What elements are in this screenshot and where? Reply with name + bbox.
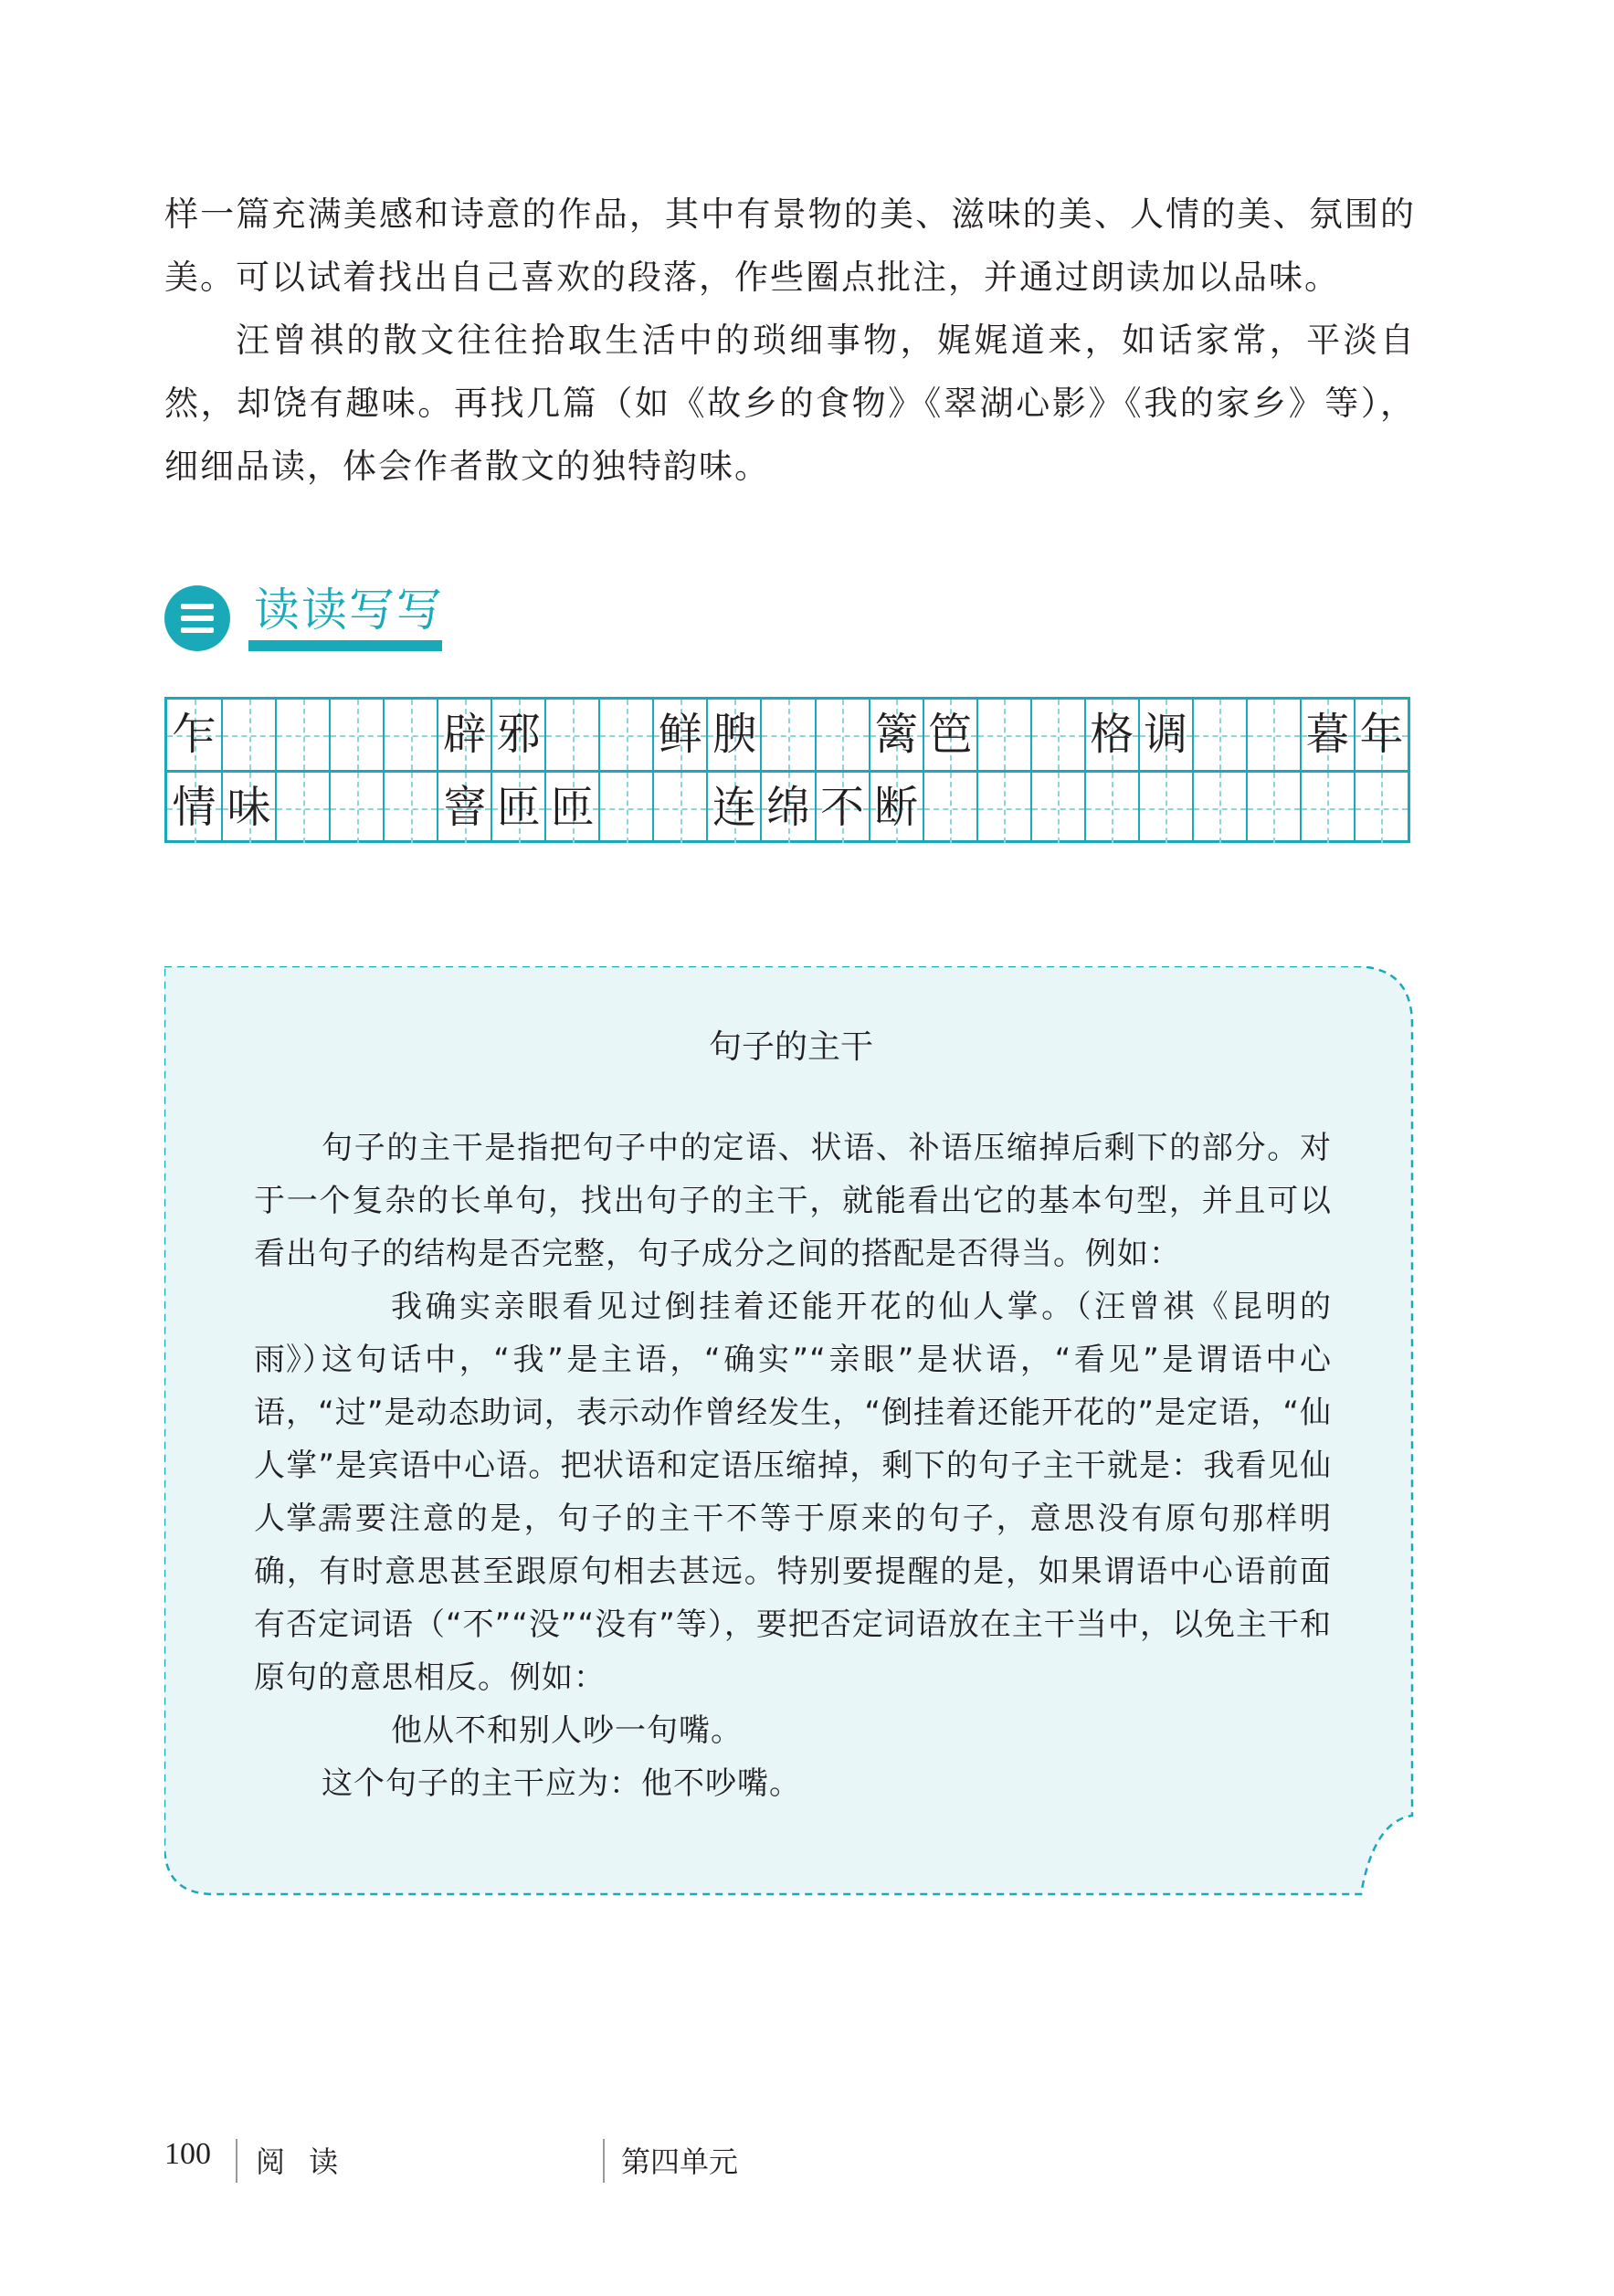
grid-character bbox=[385, 773, 437, 843]
grid-cell bbox=[383, 773, 437, 843]
footer-unit-label: 第四单元 bbox=[621, 2144, 739, 2179]
grid-cell bbox=[706, 700, 760, 770]
grid-cell bbox=[976, 773, 1030, 843]
knowledge-paragraph-3: 需要注意的是，句子的主干不等于原来的句子，意思没有原句那样明确，有时意思甚至跟原句相去甚远。特别要提醒的是，如果谓语中心语前面有否定词语（“不”“没”“没有”等），要把否定词语放在主干当中，以免主干和原句的意思相反。例如： bbox=[254, 1501, 1332, 1696]
grid-cell bbox=[1138, 773, 1192, 843]
footer-divider bbox=[236, 2139, 237, 2183]
grid-character bbox=[331, 700, 383, 770]
grid-cell bbox=[491, 773, 544, 843]
grid-cell bbox=[923, 773, 976, 843]
grid-character: 腴 bbox=[712, 709, 756, 760]
grid-character: 断 bbox=[874, 782, 919, 833]
body-paragraph-2: 汪曾祺的散文往往拾取生活中的琐细事物，娓娓道来，如话家常，平淡自然，却饶有趣味。再找几篇（如《故乡的食物》《翠湖心影》《我的家乡》等），细细品读，体会作者散文的独特韵味。 bbox=[164, 321, 1416, 486]
grid-cell bbox=[869, 773, 923, 843]
page-number: 100 bbox=[164, 2137, 211, 2171]
grid-character: 鲜 bbox=[658, 709, 702, 760]
grid-character: 辟 bbox=[442, 709, 487, 760]
grid-character bbox=[654, 773, 706, 843]
footer-divider bbox=[603, 2139, 605, 2183]
knowledge-box bbox=[164, 966, 1418, 1898]
grid-cell bbox=[1192, 773, 1246, 843]
grid-character: 匝 bbox=[550, 782, 595, 833]
grid-row-1 bbox=[167, 700, 1408, 773]
grid-cell bbox=[491, 700, 544, 770]
grid-character: 匝 bbox=[496, 782, 541, 833]
grid-cell bbox=[1246, 700, 1300, 770]
grid-character bbox=[1032, 700, 1084, 770]
grid-cell bbox=[329, 773, 383, 843]
grid-character bbox=[277, 700, 329, 770]
knowledge-box-title: 句子的主干 bbox=[708, 1028, 873, 1066]
grid-cell bbox=[815, 700, 869, 770]
grid-cell bbox=[437, 773, 491, 843]
grid-character bbox=[1032, 773, 1084, 843]
grid-character: 绵 bbox=[765, 782, 810, 833]
grid-cell bbox=[1138, 700, 1192, 770]
grid-cell bbox=[815, 773, 869, 843]
grid-cell bbox=[221, 700, 275, 770]
grid-cell bbox=[1354, 700, 1408, 770]
grid-cell bbox=[1084, 773, 1138, 843]
grid-character bbox=[1194, 773, 1246, 843]
grid-cell bbox=[1300, 773, 1354, 843]
grid-cell bbox=[383, 700, 437, 770]
grid-cell bbox=[598, 773, 652, 843]
grid-cell bbox=[329, 700, 383, 770]
grid-character bbox=[1086, 773, 1138, 843]
grid-character: 篱 bbox=[874, 709, 919, 760]
grid-cell bbox=[652, 700, 706, 770]
grid-character bbox=[978, 700, 1030, 770]
grid-cell bbox=[1030, 773, 1084, 843]
section-title-underline bbox=[248, 640, 442, 651]
grid-character: 情 bbox=[172, 782, 216, 833]
grid-cell bbox=[1246, 773, 1300, 843]
grid-character: 不 bbox=[820, 782, 865, 833]
grid-character: 乍 bbox=[172, 709, 216, 760]
grid-cell bbox=[1030, 700, 1084, 770]
grid-cell bbox=[652, 773, 706, 843]
knowledge-paragraph-4: 这个句子的主干应为：他不吵嘴。 bbox=[322, 1765, 801, 1802]
grid-cell bbox=[976, 700, 1030, 770]
grid-cell bbox=[437, 700, 491, 770]
grid-cell bbox=[760, 700, 814, 770]
grid-character: 连 bbox=[712, 782, 756, 833]
page-footer bbox=[164, 2137, 1078, 2192]
grid-character bbox=[1356, 773, 1408, 843]
section-title: 读读写写 bbox=[254, 584, 444, 637]
grid-cell bbox=[167, 700, 221, 770]
footer-section-label: 阅 读 bbox=[256, 2144, 346, 2179]
grid-cell bbox=[544, 700, 598, 770]
grid-cell bbox=[869, 700, 923, 770]
grid-character bbox=[600, 700, 652, 770]
knowledge-paragraph-1: 句子的主干是指把句子中的定语、状语、补语压缩掉后剩下的部分。对于一个复杂的长单句，找出句子的主干，就能看出它的基本句型，并且可以看出句子的结构是否完整，句子成分之间的搭配是否得当。例如： bbox=[254, 1130, 1332, 1272]
grid-cell bbox=[275, 700, 329, 770]
grid-character bbox=[817, 700, 869, 770]
grid-character bbox=[978, 773, 1030, 843]
grid-character: 格 bbox=[1090, 709, 1134, 760]
grid-character bbox=[924, 773, 976, 843]
grid-character: 笆 bbox=[928, 709, 973, 760]
grid-cell bbox=[1084, 700, 1138, 770]
grid-cell bbox=[275, 773, 329, 843]
grid-cell bbox=[760, 773, 814, 843]
grid-character bbox=[1140, 773, 1192, 843]
grid-character bbox=[277, 773, 329, 843]
grid-character bbox=[1248, 700, 1300, 770]
grid-character bbox=[762, 700, 814, 770]
grid-cell bbox=[167, 773, 221, 843]
grid-cell bbox=[706, 773, 760, 843]
grid-character: 调 bbox=[1144, 709, 1188, 760]
grid-cell bbox=[1192, 700, 1246, 770]
grid-character: 味 bbox=[227, 782, 271, 833]
grid-character bbox=[1248, 773, 1300, 843]
knowledge-example-1: 我确实亲眼看见过倒挂着还能开花的仙人掌。（汪曾祺《昆明的雨》） bbox=[254, 1289, 1332, 1378]
grid-character bbox=[1302, 773, 1354, 843]
grid-character bbox=[546, 700, 598, 770]
three-lines-icon bbox=[164, 585, 230, 651]
knowledge-example-2: 他从不和别人吵一句嘴。 bbox=[391, 1712, 743, 1749]
grid-character: 暮 bbox=[1305, 709, 1350, 760]
grid-cell bbox=[923, 700, 976, 770]
grid-character bbox=[223, 700, 275, 770]
knowledge-paragraph-2: 这句话中，“我”是主语，“确实”“亲眼”是状语，“看见”是谓语中心语，“过”是动态助词，表示动作曾经发生，“倒挂着还能开花的”是定语，“仙人掌”是宾语中心语。把状语和定语压缩掉，剩下的句子主干就是：我看见仙人掌。 bbox=[254, 1342, 1332, 1537]
grid-cell bbox=[221, 773, 275, 843]
grid-character: 邪 bbox=[496, 709, 541, 760]
grid-character: 窨 bbox=[442, 782, 487, 833]
grid-character bbox=[600, 773, 652, 843]
grid-row-2 bbox=[167, 773, 1408, 843]
character-grid bbox=[164, 697, 1410, 843]
grid-character bbox=[385, 700, 437, 770]
grid-cell bbox=[1300, 700, 1354, 770]
grid-cell bbox=[598, 700, 652, 770]
grid-cell bbox=[544, 773, 598, 843]
section-heading bbox=[164, 580, 457, 662]
body-paragraph-1: 样一篇充满美感和诗意的作品，其中有景物的美、滋味的美、人情的美、氛围的美。可以试着找出自己喜欢的段落，作些圈点批注，并通过朗读加以品味。 bbox=[164, 195, 1416, 297]
grid-cell bbox=[1354, 773, 1408, 843]
grid-character bbox=[1194, 700, 1246, 770]
grid-character: 年 bbox=[1359, 709, 1404, 760]
grid-character bbox=[331, 773, 383, 843]
